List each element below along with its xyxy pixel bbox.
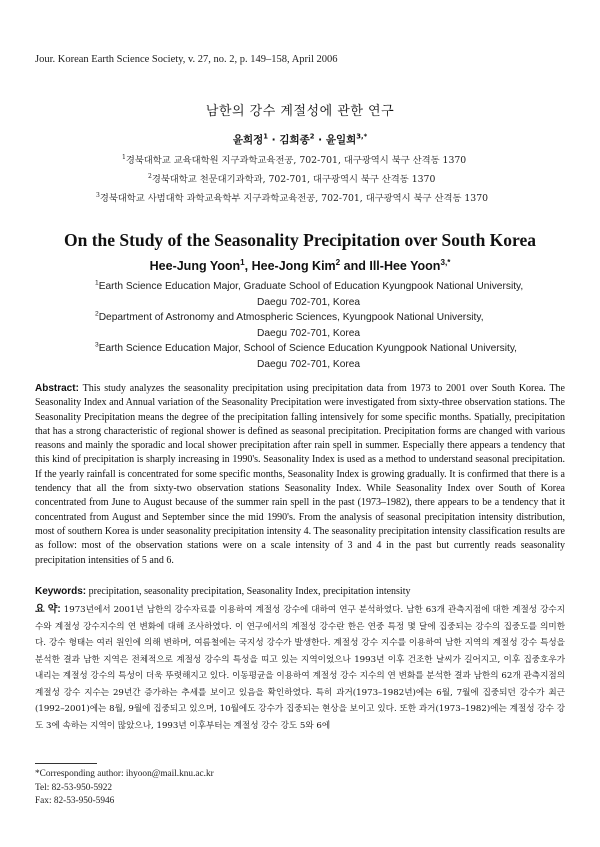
footnote (35, 768, 435, 809)
korean-author-3-sup: 3,* (356, 132, 368, 141)
korean-authors (0, 132, 600, 147)
korean-author-2: 김희종 (279, 134, 310, 146)
korean-abstract (35, 602, 565, 734)
english-author-2-sup: 2 (335, 257, 341, 267)
english-affiliation-1-cont: Daegu 702-701, Korea (257, 296, 361, 308)
english-author-1-sup: 1 (240, 257, 245, 267)
korean-author-1-sup: 1 (263, 132, 269, 141)
keywords-label: Keywords: (35, 586, 87, 597)
english-affiliation-1 (95, 279, 555, 295)
affiliation-text: Earth Science Education Major, Graduate School of Education Kyungpook National University, (98, 281, 524, 292)
english-author-1: Hee-Jung Yoon (149, 259, 241, 273)
english-affiliation-2 (95, 310, 555, 326)
corresponding-author (35, 768, 435, 782)
korean-abstract-text: 1973년에서 2001년 남한의 강수자료를 이용하여 계절성 강수에 대하여 연구 분석하였다. 남한 63개 관측지점에 대한 계절성 강수지수와 계절성 강수지수의 연 변화에 대해 조사하였다. 이 연구에서의 계절성 강수란 한은 연중 특정 몇 달에 집중되는 강수의 집중도를 의미한다. 강수 형태는 여러 원인에 의해 변하며, 여름철에는 국지성 강수가 발생한다. 계절성 강수 지수를 이용하여 남한 지역의 계절성 강수 특성을 분석한 결과 남한 지역은 전체적으로 계절성 강수의 특성을 띠고 있는 지역이었으나 1993년 이후 건조한 날씨가 길어지고, 이후 집중호우가 내리는 계절성 강수의 특성이 더욱 뚜렷해지고 있다. 이동평균을 이용하여 계절성 강수 지수의 연 변화를 분석한 결과 남한의 62개 관측지점의 계절성 강수 지수는 29년간 증가하는 추세를 보이고 있음을 확인하였다. 특히 과거(1973–1982년)에는 6월, 7월에 집중되던 강수가 최근(1992–2001)에는 8월, 9월에 집중되고 있으며, 10월에도 강수가 집중되는 현상을 보이고 있다. 또한 과거(1973–1982)에는 계절성 강수 강도 3에 속하는 지역이 많았으나, 1993년 이후부터는 계절성 강수 강도 5와 6에 (35, 605, 565, 731)
keywords-text: precipitation, seasonality precipitation, Seasonality Index, precipitation intensity (88, 586, 411, 597)
affiliation-text: 경북대학교 천문대기과학과, 702-701, 대구광역시 북구 산격동 1370 (151, 174, 436, 185)
korean-affiliation-2 (122, 170, 562, 189)
footnote-divider (35, 763, 97, 764)
english-affiliation-3-cont: Daegu 702-701, Korea (257, 358, 361, 370)
abstract-label: Abstract: (35, 383, 79, 394)
journal-citation: Jour. Korean Earth Science Society, v. 27, no. 2, p. 149–158, April 2006 (35, 54, 338, 65)
english-affiliation-2-cont: Daegu 702-701, Korea (257, 327, 361, 339)
author-separator: · (268, 134, 280, 146)
author-separator: · (314, 134, 326, 146)
telephone: Tel: 82-53-950-5922 (35, 782, 113, 793)
korean-author-1: 윤희정 (232, 134, 264, 146)
korean-author-3: 윤일희 (325, 134, 357, 146)
korean-author-2-sup: 2 (309, 132, 315, 141)
korean-affiliations (96, 151, 562, 208)
affiliation-text: 경북대학교 교육대학원 지구과학교육전공, 702-701, 대구광역시 북구 산격동 1370 (125, 155, 467, 166)
affiliation-sup: 3 (96, 191, 100, 199)
korean-affiliation-3 (96, 189, 562, 208)
affiliation-sup: 2 (148, 172, 152, 180)
korean-title: 남한의 강수 계절성에 관한 연구 (205, 104, 395, 119)
affiliation-sup: 3 (95, 341, 99, 349)
affiliation-sup: 2 (95, 310, 99, 318)
affiliation-text: 경북대학교 사범대학 과학교육학부 지구과학교육전공, 702-701, 대구광역시 북구 산격동 1370 (99, 193, 489, 204)
korean-abstract-label: 요 약: (35, 604, 61, 615)
fax: Fax: 82-53-950-5946 (35, 796, 115, 806)
english-affiliation-3 (95, 341, 555, 357)
english-author-3: Ill-Hee Yoon (369, 259, 441, 273)
english-affiliations (95, 279, 555, 372)
author-separator: and (340, 259, 370, 273)
keywords (35, 585, 565, 599)
abstract (35, 382, 565, 568)
affiliation-text: Earth Science Education Major, School of Science Education Kyungpook National University, (98, 343, 517, 354)
affiliation-sup: 1 (95, 279, 99, 287)
korean-affiliation-1 (122, 151, 562, 170)
author-separator: , (244, 259, 252, 273)
corresponding-author-email-link[interactable]: *Corresponding author: ihyoon@mail.knu.ac.kr (35, 769, 214, 779)
english-author-2: Hee-Jong Kim (251, 259, 336, 273)
affiliation-text: Department of Astronomy and Atmospheric Sciences, Kyungpook National University, (98, 312, 484, 323)
english-title: On the Study of the Seasonality Precipitation over South Korea (63, 230, 537, 250)
affiliation-sup: 1 (122, 153, 126, 161)
english-authors (0, 259, 600, 273)
abstract-text: This study analyzes the seasonality precipitation using precipitation data from 1973 to 2001 over South Korea. The Seasonality Index and Annual variation of the Seasonality Precipitation were investigated from sixty-three observation stations. The Seasonality Precipitation means the degree of the precipitation falling intensively for some specific months. Spatially, precipitation that has a strong characteristic of regional shower is defined as seasonal precipitation. Precipitation forms are changed with various reasons and mainly the sporadic and local shower precipitation after rain spell in summer. Especially there appears a tendency that this kind of precipitation is sharply increasing in 1990's. Seasonality Index is used as a method to understand seasonal precipitation. If the yearly rainfall is concentrated for some specific months, Seasonality Index is growing gradually. It is confirmed that there is a tendency that all the from sixty-two observation stations Seasonality Index. While Seasonality Index over South of Korea concentrated from June to August because of the summer rain spell in the past (1973–1982), there appears to be a tendency that it concentrated from August and September since the mid 1990's. From the analysis of seasonal precipitation intensity distribution, most of southern Korea is under seasonality precipitation intensity 4. The seasonality precipitation intensity classification results are as follow: most of the observation stations were on a scale intensity of 3 and 4 in the past but currently reads seasonality precipitation intensities of 5 and 6. (35, 383, 565, 566)
english-author-3-sup: 3,* (440, 257, 451, 267)
